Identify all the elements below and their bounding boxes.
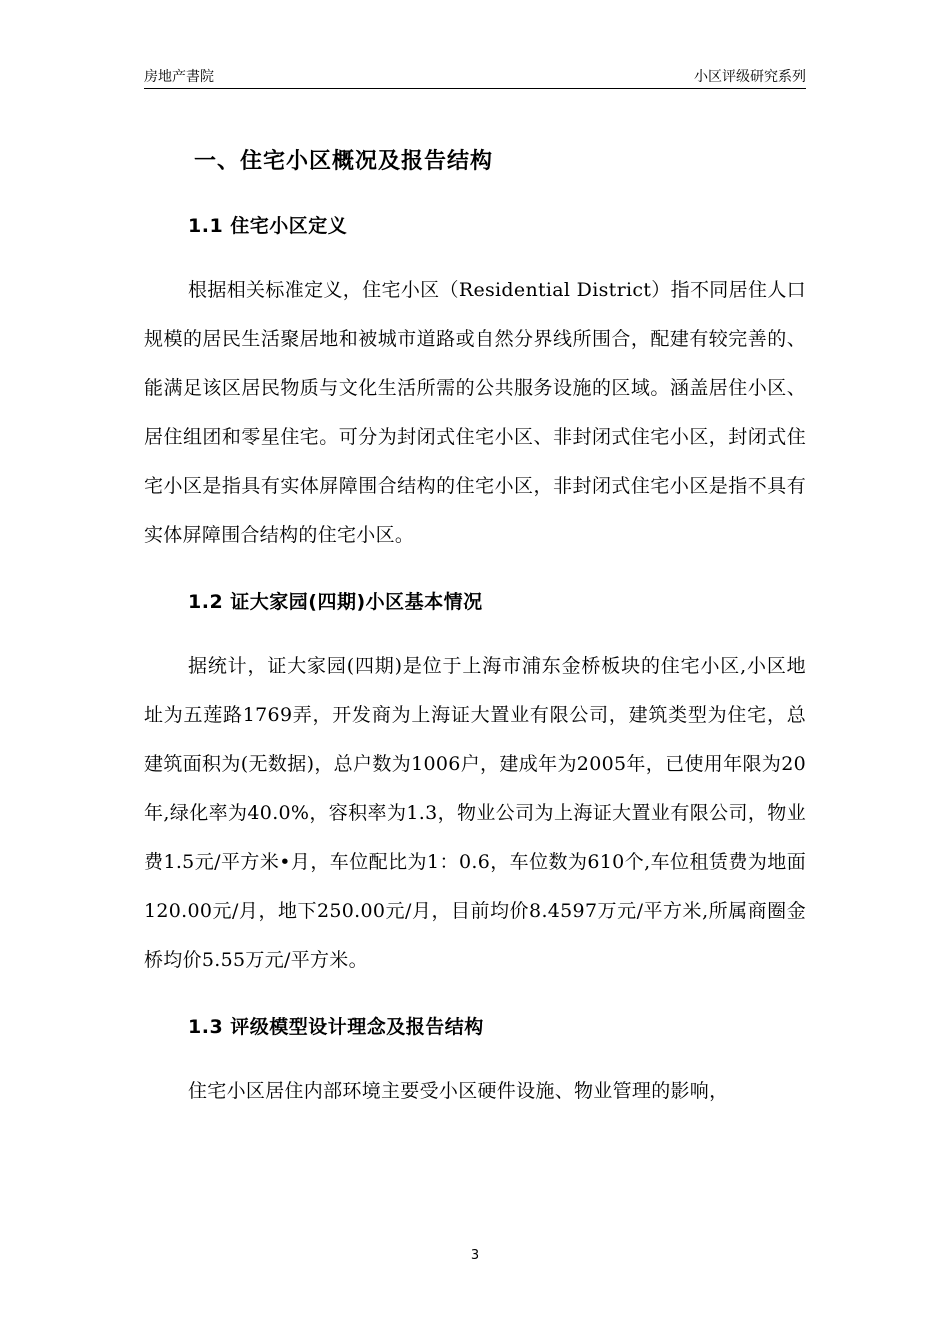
- document-body: [144, 140, 806, 1116]
- section-heading-1-1: 1.1 住宅小区定义: [188, 215, 348, 237]
- chapter-title: 一、住宅小区概况及报告结构: [194, 149, 494, 174]
- section-paragraph-1-2: 据统计，证大家园(四期)是位于上海市浦东金桥板块的住宅小区,小区地址为五莲路1769弄，开发商为上海证大置业有限公司，建筑类型为住宅，总建筑面积为(无数据)，总户数为1006户，建成年为2005年，已使用年限为20年,绿化率为40.0%，容积率为1.3，物业公司为上海证大置业有限公司，物业费1.5元/平方米•月，车位配比为1：0.6，车位数为610个,车位租赁费为地面120.00元/月，地下250.00元/月，目前均价8.4597万元/平方米,所属商圈金桥均价5.55万元/平方米。: [144, 655, 806, 971]
- page-header: [144, 66, 806, 88]
- section-paragraph-1-1: 根据相关标准定义，住宅小区（Residential District）指不同居住人口规模的居民生活聚居地和被城市道路或自然分界线所围合，配建有较完善的、能满足该区居民物质与文化生活所需的公共服务设施的区域。涵盖居住小区、居住组团和零星住宅。可分为封闭式住宅小区、非封闭式住宅小区，封闭式住宅小区是指具有实体屏障围合结构的住宅小区，非封闭式住宅小区是指不具有实体屏障围合结构的住宅小区。: [144, 279, 806, 546]
- header-publisher: 房地产書院: [144, 69, 214, 85]
- section-heading-1-3: 1.3 评级模型设计理念及报告结构: [188, 1016, 484, 1038]
- section-paragraph-1-3: 住宅小区居住内部环境主要受小区硬件设施、物业管理的影响，: [188, 1080, 729, 1102]
- header-series-title: 小区评级研究系列: [694, 69, 806, 85]
- header-divider: [144, 88, 806, 89]
- page-number: 3: [470, 1248, 480, 1263]
- section-heading-1-2: 1.2 证大家园(四期)小区基本情况: [188, 591, 483, 613]
